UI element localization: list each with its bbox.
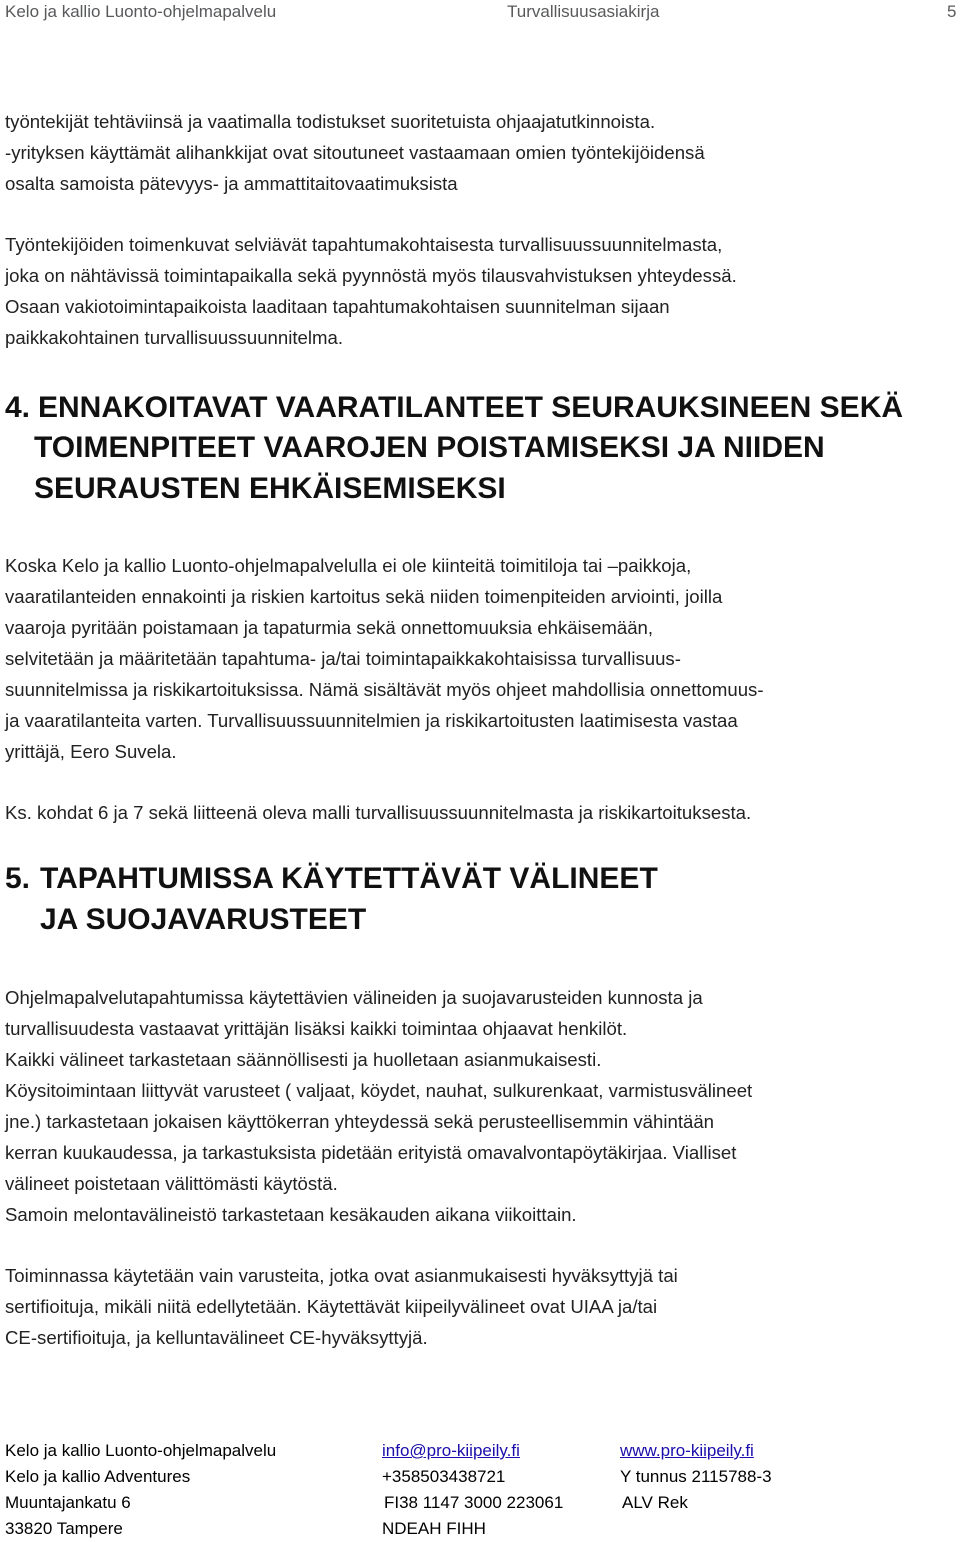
footer-postal-address: 33820 Tampere bbox=[5, 1519, 123, 1538]
paragraph-line: Samoin melontavälineistö tarkastetaan kesäkauden aikana viikoittain. bbox=[5, 1204, 577, 1225]
paragraph-line: Köysitoimintaan liittyvät varusteet ( valjaat, köydet, nauhat, sulkurenkaat, varmistusvälineet bbox=[5, 1080, 753, 1101]
footer-business-id: Y tunnus 2115788-3 bbox=[620, 1467, 772, 1486]
paragraph-line: joka on nähtävissä toimintapaikalla sekä pyynnöstä myös tilausvahvistuksen yhteydessä. bbox=[5, 265, 737, 286]
paragraph-line: Työntekijöiden toimenkuvat selviävät tapahtumakohtaisesta turvallisuussuunnitelmasta, bbox=[5, 234, 723, 255]
footer-phone: +358503438721 bbox=[382, 1467, 506, 1486]
section-title: TAPAHTUMISSA KÄYTETTÄVÄT VÄLINEET bbox=[40, 862, 658, 895]
footer-company-name: Kelo ja kallio Luonto-ohjelmapalvelu bbox=[5, 1441, 277, 1460]
header-doc-title: Turvallisuusasiakirja bbox=[507, 2, 660, 21]
paragraph-line: turvallisuudesta vastaavat yrittäjän lisäksi kaikki toimintaa ohjaavat henkilöt. bbox=[5, 1018, 628, 1039]
footer-street-address: Muuntajankatu 6 bbox=[5, 1493, 131, 1512]
intro-line: -yrityksen käyttämät alihankkijat ovat sitoutuneet vastaamaan omien työntekijöidensä bbox=[5, 142, 705, 163]
footer-bic: NDEAH FIHH bbox=[382, 1519, 486, 1538]
paragraph-line: sertifioituja, mikäli niitä edellytetään. Käytettävät kiipeilyvälineet ovat UIAA ja/tai bbox=[5, 1296, 658, 1317]
section-number: 4. bbox=[5, 391, 31, 424]
paragraph-line: Koska Kelo ja kallio Luonto-ohjelmapalvelulla ei ole kiinteitä toimitiloja tai –paikkoja, bbox=[5, 555, 692, 576]
intro-line: työntekijät tehtäviinsä ja vaatimalla todistukset suoritetuista ohjaajatutkinnoista. bbox=[5, 111, 656, 132]
section-title: ENNAKOITAVAT VAARATILANTEET SEURAUKSINEEN SEKÄ bbox=[38, 391, 904, 424]
paragraph-line: paikkakohtainen turvallisuussuunnitelma. bbox=[5, 327, 343, 348]
paragraph-line: Osaan vakiotoimintapaikoista laaditaan tapahtumakohtaisen suunnitelman sijaan bbox=[5, 296, 670, 317]
header-page-number: 5 bbox=[947, 2, 957, 21]
paragraph-line: Toiminnassa käytetään vain varusteita, jotka ovat asianmukaisesti hyväksyttyjä tai bbox=[5, 1265, 678, 1286]
section-number: 5. bbox=[5, 862, 31, 895]
section-title: JA SUOJAVARUSTEET bbox=[40, 903, 367, 936]
paragraph-line: CE-sertifioituja, ja kelluntavälineet CE-hyväksyttyjä. bbox=[5, 1327, 428, 1348]
paragraph-line: Ohjelmapalvelutapahtumissa käytettävien välineiden ja suojavarusteiden kunnosta ja bbox=[5, 987, 703, 1008]
paragraph-line: välineet poistetaan välittömästi käytöstä. bbox=[5, 1173, 338, 1194]
paragraph-line: selvitetään ja määritetään tapahtuma- ja/tai toimintapaikkakohtaisissa turvallisuus- bbox=[5, 648, 681, 669]
reference-line: Ks. kohdat 6 ja 7 sekä liitteenä oleva malli turvallisuussuunnitelmasta ja riskikartoituksesta. bbox=[5, 802, 752, 823]
paragraph-line: vaaroja pyritään poistamaan ja tapaturmia sekä onnettomuuksia ehkäisemään, bbox=[5, 617, 654, 638]
section-title: SEURAUSTEN EHKÄISEMISEKSI bbox=[34, 472, 506, 505]
paragraph-line: ja vaaratilanteita varten. Turvallisuussuunnitelmien ja riskikartoitusten laatimisesta vastaa bbox=[5, 710, 738, 731]
paragraph-line: vaaratilanteiden ennakointi ja riskien kartoitus sekä niiden toimenpiteiden arviointi, joilla bbox=[5, 586, 723, 607]
intro-line: osalta samoista pätevyys- ja ammattitaitovaatimuksista bbox=[5, 173, 458, 194]
section-title: TOIMENPITEET VAAROJEN POISTAMISEKSI JA NIIDEN bbox=[34, 431, 825, 464]
footer-website-link[interactable]: www.pro-kiipeily.fi bbox=[620, 1441, 754, 1460]
footer-company-alt-name: Kelo ja kallio Adventures bbox=[5, 1467, 191, 1486]
footer-bank-account: FI38 1147 3000 223061 bbox=[384, 1493, 564, 1512]
footer-vat-registration: ALV Rek bbox=[622, 1493, 688, 1512]
paragraph-line: kerran kuukaudessa, ja tarkastuksista pidetään erityistä omavalvontapöytäkirjaa. Vialliset bbox=[5, 1142, 737, 1163]
header-org: Kelo ja kallio Luonto-ohjelmapalvelu bbox=[5, 2, 277, 21]
paragraph-line: Kaikki välineet tarkastetaan säännöllisesti ja huolletaan asianmukaisesti. bbox=[5, 1049, 602, 1070]
footer-email-link[interactable]: info@pro-kiipeily.fi bbox=[382, 1441, 520, 1460]
paragraph-line: suunnitelmissa ja riskikartoituksissa. Nämä sisältävät myös ohjeet mahdollisia onnettomuus- bbox=[5, 679, 764, 700]
paragraph-line: yrittäjä, Eero Suvela. bbox=[5, 741, 177, 762]
paragraph-line: jne.) tarkastetaan jokaisen käyttökerran yhteydessä sekä perusteellisemmin vähintään bbox=[5, 1111, 715, 1132]
